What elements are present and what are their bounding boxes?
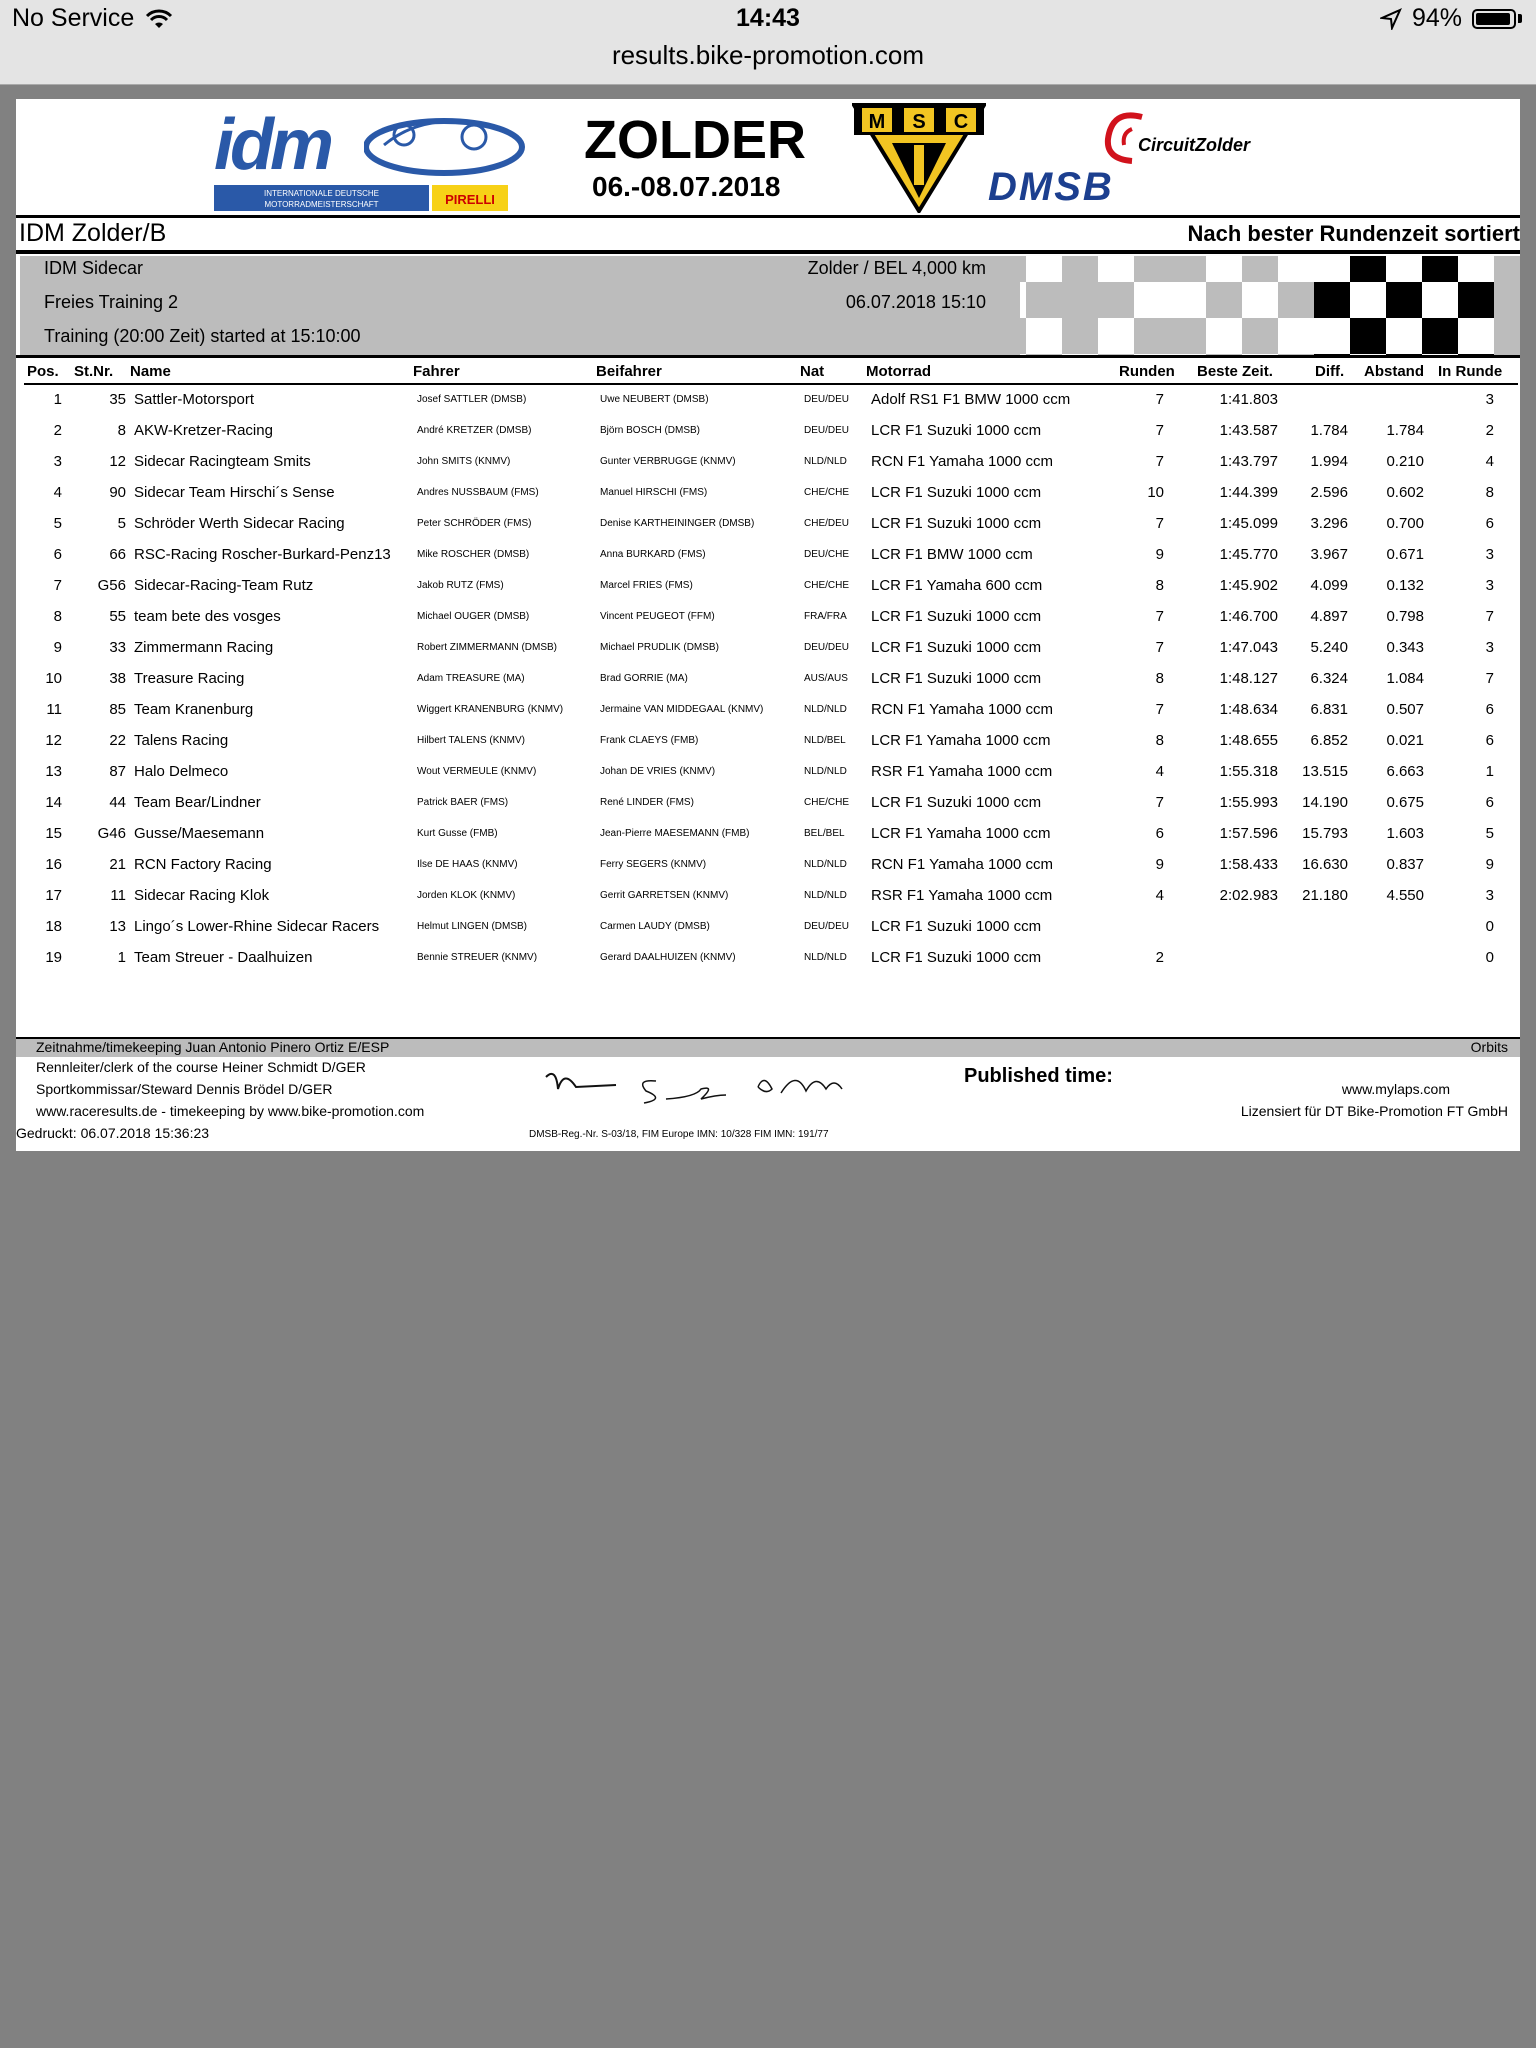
cell-beifahrer: Denise KARTHEININGER (DMSB) xyxy=(600,518,755,529)
cell-pos: 1 xyxy=(53,391,62,408)
cell-motorrad: LCR F1 Suzuki 1000 ccm xyxy=(871,670,1042,687)
cell-pos: 10 xyxy=(45,670,62,687)
cell-stnr: 12 xyxy=(109,453,126,470)
url-field[interactable]: results.bike-promotion.com xyxy=(611,40,925,70)
cell-nat: NLD/BEL xyxy=(804,735,846,746)
cell-nat: DEU/DEU xyxy=(804,642,850,653)
cell-fahrer: Kurt Gusse (FMB) xyxy=(417,828,498,839)
cell-pos: 9 xyxy=(53,639,62,656)
cell-motorrad: LCR F1 Yamaha 1000 ccm xyxy=(871,732,1051,749)
cell-fahrer: Wout VERMEULE (KNMV) xyxy=(417,766,537,777)
cell-inrunde: 3 xyxy=(1485,577,1494,594)
cell-motorrad: LCR F1 Suzuki 1000 ccm xyxy=(871,422,1042,439)
cell-motorrad: Adolf RS1 F1 BMW 1000 ccm xyxy=(871,391,1071,408)
cell-nat: DEU/DEU xyxy=(804,425,850,436)
cell-nat: DEU/DEU xyxy=(804,921,850,932)
cell-motorrad: RSR F1 Yamaha 1000 ccm xyxy=(871,763,1053,780)
cell-diff: 2.596 xyxy=(1310,484,1348,501)
table-row xyxy=(24,850,1518,880)
svg-text:S: S xyxy=(912,111,926,133)
cell-nat: CHE/CHE xyxy=(804,580,850,591)
cell-abstand: 0.675 xyxy=(1386,794,1424,811)
cell-motorrad: LCR F1 Yamaha 600 ccm xyxy=(871,577,1043,594)
cell-pos: 12 xyxy=(45,732,62,749)
cell-stnr: 5 xyxy=(117,515,126,532)
session-datetime: 06.07.2018 15:10 xyxy=(845,292,986,312)
cell-stnr: 87 xyxy=(109,763,126,780)
status-right xyxy=(1380,4,1522,33)
col-fahrer: Fahrer xyxy=(413,363,460,380)
event-title: IDM Zolder/B xyxy=(19,219,167,247)
table-row xyxy=(24,478,1518,508)
cell-nat: BEL/BEL xyxy=(804,828,845,839)
cell-stnr: 8 xyxy=(117,422,126,439)
printed-timestamp: Gedruckt: 06.07.2018 15:36:23 xyxy=(16,1125,210,1141)
cell-beste: 1:45.770 xyxy=(1219,546,1278,563)
orbits-label: Orbits xyxy=(1470,1039,1508,1055)
cell-inrunde: 3 xyxy=(1485,391,1494,408)
cell-fahrer: Peter SCHRÖDER (FMS) xyxy=(417,518,532,529)
cell-fahrer: Helmut LINGEN (DMSB) xyxy=(417,921,528,932)
cell-beste: 1:48.655 xyxy=(1219,732,1278,749)
cell-beste: 1:47.043 xyxy=(1219,639,1278,656)
cell-stnr: 21 xyxy=(109,856,126,873)
cell-diff: 6.831 xyxy=(1310,701,1348,718)
cell-beste: 1:43.587 xyxy=(1219,422,1278,439)
sort-label: Nach bester Rundenzeit sortiert xyxy=(1187,221,1520,246)
cell-diff: 21.180 xyxy=(1302,887,1348,904)
cell-pos: 6 xyxy=(53,546,62,563)
cell-inrunde: 6 xyxy=(1485,515,1494,532)
cell-motorrad: LCR F1 Suzuki 1000 ccm xyxy=(871,794,1042,811)
session-start: Training (20:00 Zeit) started at 15:10:00 xyxy=(44,326,361,346)
cell-fahrer: Patrick BAER (FMS) xyxy=(417,797,509,808)
msc-shield-logo xyxy=(852,103,986,213)
cell-name: Sidecar Team Hirschi´s Sense xyxy=(134,484,335,501)
cell-abstand: 0.602 xyxy=(1386,484,1424,501)
cell-beste: 1:45.902 xyxy=(1219,577,1278,594)
cell-diff: 3.296 xyxy=(1310,515,1348,532)
cell-fahrer: Josef SATTLER (DMSB) xyxy=(417,394,527,405)
cell-motorrad: LCR F1 Suzuki 1000 ccm xyxy=(871,484,1042,501)
cell-abstand: 1.603 xyxy=(1386,825,1424,842)
cell-stnr: 66 xyxy=(109,546,126,563)
cell-abstand: 0.132 xyxy=(1386,577,1424,594)
cell-inrunde: 0 xyxy=(1485,949,1494,966)
cell-fahrer: Adam TREASURE (MA) xyxy=(417,673,525,684)
cell-nat: CHE/CHE xyxy=(804,797,850,808)
results-document xyxy=(16,99,1520,1151)
cell-beifahrer: Vincent PEUGEOT (FFM) xyxy=(600,611,715,622)
cell-abstand: 0.798 xyxy=(1386,608,1424,625)
table-row xyxy=(24,664,1518,694)
cell-abstand: 0.210 xyxy=(1386,453,1424,470)
website-credit[interactable]: www.raceresults.de - timekeeping by www.bike-promotion.com xyxy=(36,1103,425,1119)
cell-name: Lingo´s Lower-Rhine Sidecar Racers xyxy=(134,918,380,935)
cell-beste: 1:41.803 xyxy=(1219,391,1278,408)
battery-percent: 94% xyxy=(1411,4,1462,32)
cell-name: Treasure Racing xyxy=(134,670,245,687)
cell-stnr: 22 xyxy=(109,732,126,749)
cell-diff: 6.852 xyxy=(1310,732,1348,749)
divider-top xyxy=(16,215,1520,218)
cell-inrunde: 9 xyxy=(1485,856,1494,873)
cell-inrunde: 2 xyxy=(1485,422,1494,439)
table-row xyxy=(24,788,1518,818)
checkered-flag-icon xyxy=(1020,256,1520,355)
clock: 14:43 xyxy=(736,4,800,32)
cell-diff: 1.994 xyxy=(1310,453,1348,470)
cell-beste: 1:55.993 xyxy=(1219,794,1278,811)
cell-name: Talens Racing xyxy=(134,732,229,749)
cell-beifahrer: Uwe NEUBERT (DMSB) xyxy=(600,394,709,405)
cell-beifahrer: Anna BURKARD (FMS) xyxy=(600,549,706,560)
cell-inrunde: 8 xyxy=(1485,484,1494,501)
col-stnr: St.Nr. xyxy=(74,363,114,380)
signatures-image xyxy=(526,1059,926,1109)
table-row xyxy=(24,540,1518,570)
cell-motorrad: RCN F1 Yamaha 1000 ccm xyxy=(871,453,1054,470)
cell-name: Team Streuer - Daalhuizen xyxy=(134,949,313,966)
cell-abstand: 6.663 xyxy=(1386,763,1424,780)
cell-stnr: 55 xyxy=(109,608,126,625)
cell-pos: 17 xyxy=(45,887,62,904)
table-row xyxy=(24,571,1518,601)
cell-fahrer: Michael OUGER (DMSB) xyxy=(417,611,530,622)
cell-runden: 7 xyxy=(1155,453,1164,470)
header-logos xyxy=(16,99,1520,215)
carrier-label: No Service xyxy=(12,4,135,32)
cell-motorrad: LCR F1 Suzuki 1000 ccm xyxy=(871,639,1042,656)
cell-beste: 1:57.596 xyxy=(1219,825,1278,842)
cell-motorrad: RCN F1 Yamaha 1000 ccm xyxy=(871,701,1054,718)
table-row xyxy=(24,385,1518,415)
cell-stnr: 90 xyxy=(109,484,126,501)
cell-nat: FRA/FRA xyxy=(804,611,847,622)
cell-diff: 6.324 xyxy=(1310,670,1348,687)
cell-name: RCN Factory Racing xyxy=(134,856,272,873)
cell-inrunde: 6 xyxy=(1485,794,1494,811)
cell-abstand: 0.700 xyxy=(1386,515,1424,532)
cell-motorrad: LCR F1 Yamaha 1000 ccm xyxy=(871,825,1051,842)
cell-name: Sidecar Racingteam Smits xyxy=(134,453,311,470)
table-row xyxy=(24,881,1518,911)
cell-beifahrer: Gerard DAALHUIZEN (KNMV) xyxy=(600,952,736,963)
cell-runden: 4 xyxy=(1155,763,1164,780)
cell-name: team bete des vosges xyxy=(134,608,281,625)
cell-nat: NLD/NLD xyxy=(804,766,847,777)
cell-beste: 1:46.700 xyxy=(1219,608,1278,625)
cell-fahrer: Robert ZIMMERMANN (DMSB) xyxy=(417,642,558,653)
cell-fahrer: Bennie STREUER (KNMV) xyxy=(417,952,538,963)
cell-runden: 9 xyxy=(1155,546,1164,563)
table-row xyxy=(24,819,1518,849)
cell-pos: 18 xyxy=(45,918,62,935)
cell-pos: 7 xyxy=(53,577,62,594)
cell-inrunde: 4 xyxy=(1485,453,1494,470)
cell-name: Team Bear/Lindner xyxy=(134,794,261,811)
cell-beifahrer: Brad GORRIE (MA) xyxy=(600,673,688,684)
cell-fahrer: Ilse DE HAAS (KNMV) xyxy=(417,859,518,870)
cell-nat: DEU/DEU xyxy=(804,394,850,405)
cell-beifahrer: Jean-Pierre MAESEMANN (FMB) xyxy=(600,828,750,839)
cell-beste: 1:43.797 xyxy=(1219,453,1278,470)
cell-beifahrer: Michael PRUDLIK (DMSB) xyxy=(600,642,719,653)
col-diff: Diff. xyxy=(1315,363,1345,380)
cell-beifahrer: Carmen LAUDY (DMSB) xyxy=(600,921,710,932)
cell-name: Halo Delmeco xyxy=(134,763,229,780)
track-info: Zolder / BEL 4,000 km xyxy=(807,258,986,278)
cell-inrunde: 1 xyxy=(1485,763,1494,780)
cell-nat: AUS/AUS xyxy=(804,673,848,684)
cell-runden: 7 xyxy=(1155,515,1164,532)
mylaps-link[interactable]: www.mylaps.com xyxy=(1341,1081,1450,1097)
cell-stnr: 38 xyxy=(109,670,126,687)
circuit-zolder-wordmark: CircuitZolder xyxy=(1138,135,1251,155)
cell-pos: 2 xyxy=(53,422,62,439)
col-runden: Runden xyxy=(1119,363,1175,380)
cell-runden: 8 xyxy=(1155,577,1164,594)
cell-runden: 2 xyxy=(1155,949,1164,966)
cell-fahrer: John SMITS (KNMV) xyxy=(417,456,511,467)
table-row xyxy=(24,416,1518,446)
cell-fahrer: Mike ROSCHER (DMSB) xyxy=(417,549,530,560)
registration-info: DMSB-Reg.-Nr. S-03/18, FIM Europe IMN: 10/328 FIM IMN: 191/77 xyxy=(529,1129,829,1140)
cell-runden: 7 xyxy=(1155,391,1164,408)
cell-name: RSC-Racing Roscher-Burkard-Penz13 xyxy=(134,546,391,563)
cell-pos: 13 xyxy=(45,763,62,780)
cell-nat: NLD/NLD xyxy=(804,456,847,467)
cell-inrunde: 5 xyxy=(1485,825,1494,842)
cell-beifahrer: Jermaine VAN MIDDEGAAL (KNMV) xyxy=(600,704,764,715)
cell-nat: NLD/NLD xyxy=(804,952,847,963)
session-name: Freies Training 2 xyxy=(44,292,179,312)
cell-inrunde: 7 xyxy=(1485,670,1494,687)
cell-runden: 7 xyxy=(1155,422,1164,439)
col-pos: Pos. xyxy=(27,363,59,380)
cell-pos: 11 xyxy=(46,701,62,718)
cell-motorrad: RSR F1 Yamaha 1000 ccm xyxy=(871,887,1053,904)
svg-text:M: M xyxy=(868,111,886,133)
cell-abstand: 4.550 xyxy=(1386,887,1424,904)
cell-pos: 5 xyxy=(53,515,62,532)
table-row xyxy=(24,757,1518,787)
cell-nat: NLD/NLD xyxy=(804,859,847,870)
cell-inrunde: 6 xyxy=(1485,701,1494,718)
cell-name: Sidecar-Racing-Team Rutz xyxy=(134,577,314,594)
cell-stnr: 85 xyxy=(109,701,126,718)
cell-inrunde: 6 xyxy=(1485,732,1494,749)
cell-nat: NLD/NLD xyxy=(804,890,847,901)
divider-table xyxy=(16,355,1520,358)
cell-name: Sidecar Racing Klok xyxy=(134,887,270,904)
cell-pos: 8 xyxy=(53,608,62,625)
cell-runden: 7 xyxy=(1155,608,1164,625)
footer-band xyxy=(16,1037,1520,1057)
idm-logo: idm INTERNATIONALE DEUTSCHE MOTORRADMEISTERSCHAFT PIRELLI xyxy=(214,107,529,213)
col-name: Name xyxy=(130,363,171,380)
cell-diff: 14.190 xyxy=(1302,794,1348,811)
browser-chrome xyxy=(0,0,1536,85)
cell-stnr: 11 xyxy=(110,887,126,904)
sidecar-swoosh-icon xyxy=(364,107,529,177)
table-row xyxy=(24,912,1518,942)
cell-inrunde: 0 xyxy=(1485,918,1494,935)
cell-diff: 15.793 xyxy=(1302,825,1348,842)
cell-fahrer: Jorden KLOK (KNMV) xyxy=(417,890,516,901)
cell-beste: 1:44.399 xyxy=(1219,484,1278,501)
cell-stnr: 35 xyxy=(109,391,126,408)
cell-name: Schröder Werth Sidecar Racing xyxy=(134,515,345,532)
venue-title: ZOLDER xyxy=(584,110,806,170)
cell-name: Zimmermann Racing xyxy=(134,639,274,656)
cell-diff: 16.630 xyxy=(1302,856,1348,873)
col-abstand: Abstand xyxy=(1364,363,1424,380)
session-info-box xyxy=(20,256,1520,355)
cell-beste: 1:48.634 xyxy=(1219,701,1278,718)
cell-motorrad: LCR F1 Suzuki 1000 ccm xyxy=(871,515,1042,532)
cell-stnr: 1 xyxy=(117,949,126,966)
cell-beste: 1:48.127 xyxy=(1219,670,1278,687)
table-row xyxy=(24,726,1518,756)
col-beste: Beste Zeit. xyxy=(1197,363,1273,380)
battery-tip xyxy=(1518,14,1522,23)
cell-stnr: 44 xyxy=(109,794,126,811)
col-nat: Nat xyxy=(800,363,825,380)
cell-abstand: 1.784 xyxy=(1386,422,1424,439)
cell-runden: 8 xyxy=(1155,670,1164,687)
cell-beste: 1:45.099 xyxy=(1219,515,1278,532)
cell-runden: 10 xyxy=(1147,484,1164,501)
col-beifahrer: Beifahrer xyxy=(596,363,662,380)
clerk-credit: Rennleiter/clerk of the course Heiner Schmidt D/GER xyxy=(36,1059,366,1075)
cell-diff: 13.515 xyxy=(1302,763,1348,780)
cell-runden: 7 xyxy=(1155,639,1164,656)
col-inrunde: In Runde xyxy=(1438,363,1503,380)
cell-diff: 5.240 xyxy=(1310,639,1348,656)
cell-fahrer: André KRETZER (DMSB) xyxy=(417,425,532,436)
divider-event xyxy=(16,250,1520,254)
cell-nat: NLD/NLD xyxy=(804,704,847,715)
cell-motorrad: LCR F1 BMW 1000 ccm xyxy=(871,546,1033,563)
battery-icon xyxy=(1472,9,1516,29)
cell-abstand: 0.507 xyxy=(1386,701,1424,718)
cell-beste: 1:55.318 xyxy=(1219,763,1278,780)
cell-abstand: 0.343 xyxy=(1386,639,1424,656)
cell-inrunde: 3 xyxy=(1485,546,1494,563)
cell-nat: CHE/DEU xyxy=(804,518,850,529)
steward-credit: Sportkommissar/Steward Dennis Brödel D/GER xyxy=(36,1081,333,1097)
cell-pos: 19 xyxy=(45,949,62,966)
cell-runden: 7 xyxy=(1155,794,1164,811)
cell-pos: 14 xyxy=(45,794,62,811)
cell-name: Sattler-Motorsport xyxy=(134,391,255,408)
cell-diff: 4.897 xyxy=(1310,608,1348,625)
cell-stnr: 13 xyxy=(109,918,126,935)
license-note: Lizensiert für DT Bike-Promotion FT GmbH xyxy=(1240,1103,1508,1119)
table-row xyxy=(24,447,1518,477)
cell-abstand: 1.084 xyxy=(1386,670,1424,687)
timekeeping-credit: Zeitnahme/timekeeping Juan Antonio Pinero Ortiz E/ESP xyxy=(36,1039,390,1055)
cell-abstand: 0.021 xyxy=(1386,732,1424,749)
published-time-label: Published time: xyxy=(964,1065,1113,1087)
cell-pos: 15 xyxy=(45,825,62,842)
cell-name: Team Kranenburg xyxy=(134,701,254,718)
cell-runden: 6 xyxy=(1155,825,1164,842)
table-header xyxy=(24,363,1518,385)
cell-beifahrer: Frank CLAEYS (FMB) xyxy=(600,735,699,746)
cell-pos: 3 xyxy=(53,453,62,470)
cell-beifahrer: Johan DE VRIES (KNMV) xyxy=(600,766,716,777)
cell-runden: 8 xyxy=(1155,732,1164,749)
table-row xyxy=(24,695,1518,725)
cell-stnr: G46 xyxy=(97,825,126,842)
cell-abstand: 0.671 xyxy=(1386,546,1424,563)
table-row xyxy=(24,943,1518,973)
cell-pos: 16 xyxy=(45,856,62,873)
cell-stnr: G56 xyxy=(97,577,126,594)
cell-diff: 4.099 xyxy=(1310,577,1348,594)
cell-inrunde: 7 xyxy=(1485,608,1494,625)
location-arrow-icon xyxy=(1380,8,1402,30)
cell-beifahrer: Björn BOSCH (DMSB) xyxy=(600,425,701,436)
cell-nat: CHE/CHE xyxy=(804,487,850,498)
table-row xyxy=(24,602,1518,632)
cell-beifahrer: Manuel HIRSCHI (FMS) xyxy=(600,487,708,498)
cell-inrunde: 3 xyxy=(1485,639,1494,656)
event-dates: 06.-08.07.2018 xyxy=(592,171,781,202)
cell-diff: 1.784 xyxy=(1310,422,1348,439)
dmsb-logo: DMSB xyxy=(988,165,1114,209)
table-row xyxy=(24,633,1518,663)
cell-beifahrer: Gunter VERBRUGGE (KNMV) xyxy=(600,456,736,467)
cell-abstand: 0.837 xyxy=(1386,856,1424,873)
cell-pos: 4 xyxy=(53,484,62,501)
svg-text:C: C xyxy=(953,111,969,133)
cell-diff: 3.967 xyxy=(1310,546,1348,563)
cell-motorrad: LCR F1 Suzuki 1000 ccm xyxy=(871,949,1042,966)
cell-fahrer: Hilbert TALENS (KNMV) xyxy=(417,735,525,746)
cell-beste: 2:02.983 xyxy=(1219,887,1278,904)
table-row xyxy=(24,509,1518,539)
cell-name: Gusse/Maesemann xyxy=(134,825,265,842)
cell-runden: 4 xyxy=(1155,887,1164,904)
class-name: IDM Sidecar xyxy=(44,258,144,278)
cell-fahrer: Wiggert KRANENBURG (KNMV) xyxy=(417,704,564,715)
cell-fahrer: Andres NUSSBAUM (FMS) xyxy=(417,487,539,498)
cell-beifahrer: Gerrit GARRETSEN (KNMV) xyxy=(600,890,729,901)
cell-name: AKW-Kretzer-Racing xyxy=(134,422,273,439)
cell-motorrad: LCR F1 Suzuki 1000 ccm xyxy=(871,608,1042,625)
cell-nat: DEU/CHE xyxy=(804,549,850,560)
cell-stnr: 33 xyxy=(109,639,126,656)
cell-beifahrer: René LINDER (FMS) xyxy=(600,797,694,808)
cell-runden: 9 xyxy=(1155,856,1164,873)
cell-runden: 7 xyxy=(1155,701,1164,718)
cell-motorrad: LCR F1 Suzuki 1000 ccm xyxy=(871,918,1042,935)
cell-beste: 1:58.433 xyxy=(1219,856,1278,873)
cell-inrunde: 3 xyxy=(1485,887,1494,904)
cell-beifahrer: Ferry SEGERS (KNMV) xyxy=(600,859,707,870)
cell-fahrer: Jakob RUTZ (FMS) xyxy=(417,580,504,591)
col-motorrad: Motorrad xyxy=(866,363,931,380)
cell-beifahrer: Marcel FRIES (FMS) xyxy=(600,580,693,591)
cell-motorrad: RCN F1 Yamaha 1000 ccm xyxy=(871,856,1054,873)
